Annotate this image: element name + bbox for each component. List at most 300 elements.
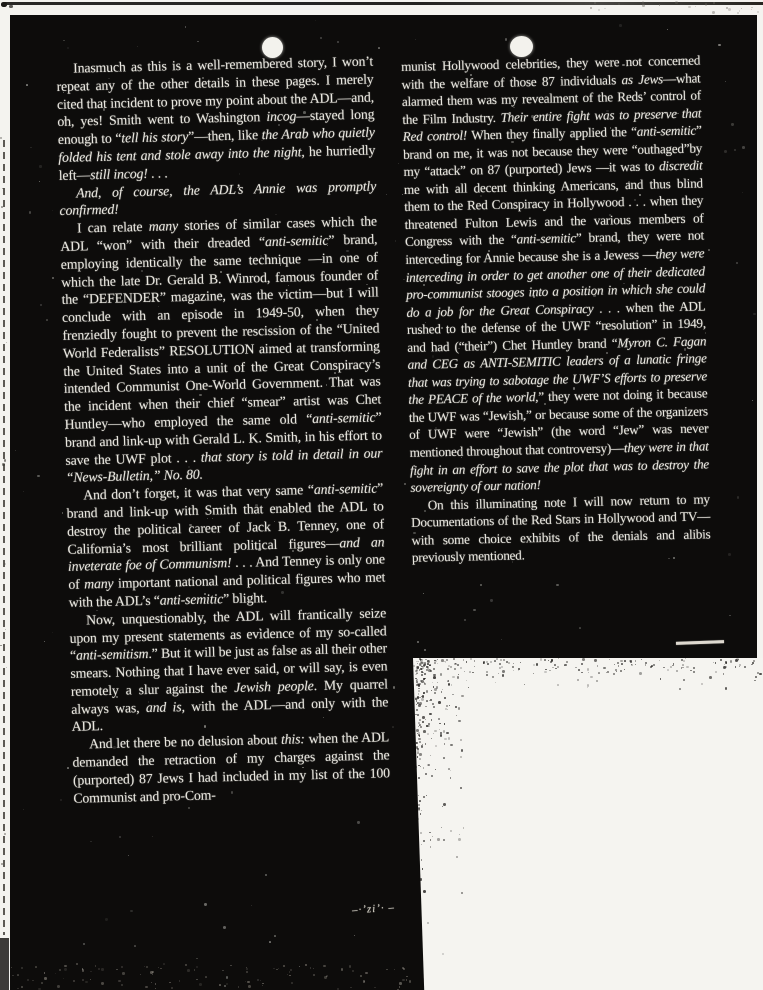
noise-speck bbox=[735, 666, 736, 667]
noise-speck bbox=[647, 915, 648, 916]
noise-speck bbox=[662, 861, 664, 863]
noise-speck bbox=[429, 700, 430, 701]
noise-speck bbox=[513, 670, 514, 671]
noise-speck bbox=[421, 671, 423, 673]
noise-speck bbox=[606, 672, 607, 673]
noise-speck bbox=[615, 669, 617, 671]
noise-speck bbox=[417, 714, 419, 716]
noise-speck bbox=[445, 662, 446, 663]
noise-speck bbox=[415, 678, 416, 679]
noise-speck bbox=[457, 664, 459, 666]
noise-speck bbox=[458, 838, 461, 841]
noise-speck bbox=[52, 210, 54, 212]
noise-speck bbox=[430, 846, 431, 847]
noise-speck bbox=[313, 968, 314, 969]
noise-speck bbox=[417, 703, 418, 704]
noise-speck bbox=[448, 684, 450, 686]
noise-speck bbox=[556, 584, 558, 586]
noise-speck bbox=[440, 673, 442, 675]
noise-speck bbox=[486, 674, 488, 676]
noise-speck bbox=[429, 832, 431, 834]
noise-speck bbox=[101, 968, 103, 970]
noise-speck bbox=[466, 720, 467, 721]
noise-speck bbox=[418, 765, 419, 766]
noise-speck bbox=[581, 672, 582, 673]
noise-speck bbox=[697, 733, 699, 735]
noise-speck bbox=[719, 872, 721, 874]
noise-speck bbox=[287, 974, 288, 975]
noise-speck bbox=[23, 491, 24, 492]
noise-speck bbox=[437, 838, 440, 841]
noise-speck bbox=[422, 695, 424, 697]
noise-speck bbox=[447, 681, 448, 682]
noise-speck bbox=[442, 806, 444, 808]
noise-speck bbox=[604, 8, 606, 10]
noise-speck bbox=[171, 987, 173, 989]
noise-speck bbox=[428, 723, 430, 725]
noise-speck bbox=[63, 40, 64, 41]
noise-speck bbox=[435, 745, 437, 747]
margin-dash-line bbox=[3, 140, 5, 935]
italic-run: that story is told in detail in our “News-Bulletin,” No. 80. bbox=[65, 444, 383, 486]
blank-paper-region bbox=[413, 658, 763, 990]
noise-speck bbox=[134, 945, 136, 947]
noise-speck bbox=[354, 935, 355, 936]
noise-speck bbox=[416, 746, 419, 749]
text-run: ” brand on me, it was not because they were “outhaged”by my “attack” on 87 (purported) Jews —it was to bbox=[402, 122, 703, 180]
noise-speck bbox=[645, 664, 647, 666]
noise-speck bbox=[418, 804, 420, 806]
noise-speck bbox=[728, 553, 731, 556]
noise-speck bbox=[320, 37, 322, 39]
noise-speck bbox=[219, 984, 221, 986]
noise-speck bbox=[448, 683, 450, 685]
noise-speck bbox=[679, 688, 681, 690]
noise-speck bbox=[496, 658, 498, 660]
noise-speck bbox=[603, 667, 605, 669]
noise-speck bbox=[737, 12, 739, 14]
noise-speck bbox=[434, 688, 437, 691]
noise-speck bbox=[599, 806, 601, 808]
noise-speck bbox=[676, 670, 678, 672]
noise-speck bbox=[695, 6, 697, 8]
noise-speck bbox=[686, 666, 688, 668]
noise-speck bbox=[59, 969, 61, 971]
noise-speck bbox=[246, 968, 248, 970]
noise-speck bbox=[246, 971, 248, 973]
noise-speck bbox=[445, 708, 447, 710]
noise-speck bbox=[419, 753, 421, 755]
italic-run: anti-semitic bbox=[636, 122, 697, 140]
punch-hole-right bbox=[510, 36, 533, 57]
paragraph bbox=[66, 480, 386, 612]
paper-speckle-layer bbox=[413, 658, 763, 990]
italic-run: And, of course, the ADL’s Annie was promptly confirmed! bbox=[59, 178, 377, 219]
noise-speck bbox=[483, 661, 486, 664]
noise-speck bbox=[450, 744, 453, 747]
noise-speck bbox=[742, 192, 743, 193]
noise-speck bbox=[443, 803, 446, 806]
noise-speck bbox=[546, 860, 547, 861]
noise-speck bbox=[444, 697, 446, 699]
noise-speck bbox=[486, 661, 489, 664]
noise-speck bbox=[577, 699, 579, 701]
noise-speck bbox=[460, 739, 462, 741]
noise-speck bbox=[450, 770, 451, 771]
noise-speck bbox=[152, 971, 154, 973]
noise-speck bbox=[449, 705, 450, 706]
noise-speck bbox=[429, 665, 430, 666]
noise-speck bbox=[430, 755, 431, 756]
noise-speck bbox=[420, 659, 423, 662]
noise-speck bbox=[421, 666, 423, 668]
noise-speck bbox=[464, 619, 466, 621]
noise-speck bbox=[751, 9, 752, 10]
noise-speck bbox=[419, 741, 421, 743]
noise-speck bbox=[421, 696, 422, 697]
italic-run: many bbox=[83, 575, 114, 592]
noise-speck bbox=[708, 823, 709, 824]
noise-speck bbox=[544, 659, 546, 661]
noise-speck bbox=[248, 985, 251, 988]
noise-speck bbox=[729, 615, 730, 616]
noise-speck bbox=[431, 690, 432, 691]
noise-speck bbox=[226, 976, 228, 978]
noise-speck bbox=[548, 660, 549, 661]
noise-speck bbox=[422, 667, 424, 669]
text-run: he hurriedly left— bbox=[58, 142, 376, 183]
noise-speck bbox=[713, 764, 715, 766]
noise-speck bbox=[429, 713, 431, 715]
noise-speck bbox=[418, 684, 420, 686]
noise-speck bbox=[64, 965, 66, 967]
noise-speck bbox=[0, 137, 1, 138]
noise-speck bbox=[506, 661, 508, 663]
noise-speck bbox=[651, 665, 653, 667]
noise-speck bbox=[421, 745, 423, 747]
noise-speck bbox=[44, 972, 45, 973]
noise-speck bbox=[29, 211, 32, 214]
noise-speck bbox=[82, 968, 84, 970]
noise-speck bbox=[432, 836, 433, 837]
noise-speck bbox=[423, 593, 424, 594]
noise-speck bbox=[420, 726, 422, 728]
noise-speck bbox=[448, 768, 450, 770]
noise-speck bbox=[188, 807, 189, 808]
noise-speck bbox=[453, 658, 455, 660]
noise-speck bbox=[681, 667, 683, 669]
italic-run: they were interceding in order to get another one of their dedicated pro-communist stooges into a position in which she could do a job for the Great Conspiracy bbox=[405, 245, 706, 320]
noise-speck bbox=[558, 658, 559, 659]
noise-speck bbox=[419, 702, 422, 705]
noise-speck bbox=[90, 841, 92, 843]
margin-smudge bbox=[0, 938, 9, 990]
noise-speck bbox=[708, 249, 710, 251]
noise-speck bbox=[430, 699, 432, 701]
noise-speck bbox=[423, 693, 424, 694]
noise-speck bbox=[430, 670, 432, 672]
noise-speck bbox=[514, 921, 516, 923]
noise-speck bbox=[579, 627, 581, 629]
noise-speck bbox=[433, 676, 436, 679]
noise-speck bbox=[430, 839, 431, 840]
noise-speck bbox=[447, 668, 449, 670]
noise-speck bbox=[751, 7, 752, 8]
noise-speck bbox=[724, 150, 727, 153]
noise-speck bbox=[230, 965, 232, 967]
noise-speck bbox=[434, 660, 436, 662]
noise-speck bbox=[415, 698, 417, 700]
noise-speck bbox=[544, 888, 545, 889]
noise-speck bbox=[419, 725, 421, 727]
noise-speck bbox=[431, 738, 432, 739]
noise-speck bbox=[406, 976, 408, 978]
italic-run: and an inveterate foe of Communism! bbox=[67, 533, 385, 575]
noise-speck bbox=[418, 795, 419, 796]
noise-speck bbox=[505, 38, 507, 40]
noise-speck bbox=[724, 664, 725, 665]
noise-speck bbox=[418, 808, 420, 810]
noise-speck bbox=[633, 692, 634, 693]
noise-speck bbox=[690, 670, 692, 672]
noise-speck bbox=[417, 696, 420, 699]
noise-speck bbox=[101, 982, 103, 984]
noise-speck bbox=[419, 685, 420, 686]
noise-speck bbox=[725, 661, 728, 664]
noise-speck bbox=[590, 676, 592, 678]
noise-speck bbox=[399, 982, 401, 984]
noise-speck bbox=[82, 969, 85, 972]
noise-speck bbox=[205, 976, 207, 978]
noise-speck bbox=[426, 725, 428, 727]
noise-speck bbox=[323, 965, 326, 968]
noise-speck bbox=[423, 692, 424, 693]
noise-speck bbox=[26, 84, 28, 86]
scan-edge-line bbox=[4, 2, 763, 5]
noise-speck bbox=[650, 749, 651, 750]
noise-speck bbox=[670, 666, 672, 668]
noise-speck bbox=[419, 700, 420, 701]
noise-speck bbox=[442, 689, 443, 690]
noise-speck bbox=[428, 669, 431, 672]
noise-speck bbox=[433, 706, 435, 708]
noise-speck bbox=[67, 767, 69, 769]
noise-speck bbox=[511, 836, 512, 837]
noise-speck bbox=[420, 659, 422, 661]
noise-speck bbox=[420, 680, 421, 681]
noise-speck bbox=[246, 967, 247, 968]
noise-speck bbox=[39, 181, 40, 182]
noise-speck bbox=[421, 668, 422, 669]
noise-speck bbox=[420, 766, 421, 767]
noise-speck bbox=[557, 684, 559, 686]
noise-speck bbox=[472, 672, 473, 673]
noise-speck bbox=[685, 658, 686, 659]
text-run: Now, unquestionably, the ADL will frantically seize upon my present statements as evidence of my so-called “ bbox=[69, 605, 387, 664]
noise-speck bbox=[418, 722, 420, 724]
text-run: important national and political figures who met with the ADL’s “ bbox=[68, 569, 386, 610]
noise-speck bbox=[675, 988, 676, 989]
noise-speck bbox=[564, 664, 566, 666]
text-run: ” brand and link-up with Smith that enabled the ADL to destroy the political career of Jack B. Tenney, one of California’s most brilliant political figures— bbox=[66, 480, 385, 557]
italic-run: discredit bbox=[658, 157, 703, 174]
noise-speck bbox=[426, 725, 428, 727]
noise-speck bbox=[238, 986, 239, 987]
noise-speck bbox=[725, 687, 727, 689]
noise-speck bbox=[444, 743, 446, 745]
noise-speck bbox=[720, 659, 722, 661]
noise-speck bbox=[23, 809, 24, 810]
noise-speck bbox=[60, 799, 62, 801]
noise-speck bbox=[751, 664, 753, 666]
noise-speck bbox=[63, 978, 64, 979]
noise-speck bbox=[428, 725, 431, 728]
noise-speck bbox=[489, 963, 491, 965]
noise-speck bbox=[418, 738, 421, 741]
noise-speck bbox=[630, 660, 633, 663]
noise-speck bbox=[627, 748, 629, 750]
noise-speck bbox=[422, 868, 424, 870]
noise-speck bbox=[426, 795, 427, 796]
noise-speck bbox=[273, 968, 274, 969]
noise-speck bbox=[394, 969, 395, 970]
noise-speck bbox=[196, 979, 197, 980]
noise-speck bbox=[441, 691, 443, 693]
noise-speck bbox=[440, 732, 442, 734]
noise-speck bbox=[121, 966, 123, 968]
text-run: ” brand, employing identically the same technique —in one of which the late Dr. Gerald B. Winrod, famous founder of the “DEFENDER” magazine, was the victim—but I will conclude with an episode in 1949-50, when they frenziedly fought to prevent the rescission of the “United World Federalists” RESOLUTION aimed at transforming the United States into a unit of the Great Conspiracy’s intended Communist One-World Government. That was the incident when their chief “smear” artist was Chet Huntley—who employed the same old “ bbox=[60, 231, 382, 432]
noise-speck bbox=[757, 672, 759, 674]
noise-speck bbox=[428, 764, 430, 766]
noise-speck bbox=[609, 659, 610, 660]
noise-speck bbox=[486, 817, 488, 819]
text-run: with the ADL—and only with the ADL. bbox=[71, 694, 389, 735]
noise-speck bbox=[274, 935, 276, 937]
noise-speck bbox=[62, 512, 64, 514]
noise-speck bbox=[423, 890, 426, 893]
noise-speck bbox=[163, 963, 165, 965]
noise-speck bbox=[6, 342, 7, 343]
noise-speck bbox=[426, 666, 427, 667]
noise-speck bbox=[759, 673, 761, 675]
noise-speck bbox=[85, 981, 88, 984]
noise-speck bbox=[460, 756, 462, 758]
noise-speck bbox=[688, 6, 691, 9]
noise-speck bbox=[420, 664, 423, 667]
noise-speck bbox=[738, 659, 739, 660]
noise-speck bbox=[187, 969, 190, 972]
noise-speck bbox=[424, 683, 426, 685]
noise-speck bbox=[423, 678, 425, 680]
noise-speck bbox=[424, 678, 426, 680]
italic-run: Their entire fight was to preserve that Red control! bbox=[402, 105, 702, 145]
noise-speck bbox=[452, 676, 455, 679]
noise-speck bbox=[409, 980, 412, 983]
noise-speck bbox=[386, 194, 387, 195]
noise-speck bbox=[299, 966, 300, 967]
noise-speck bbox=[21, 986, 23, 988]
noise-speck bbox=[452, 715, 453, 716]
noise-speck bbox=[641, 659, 642, 660]
noise-speck bbox=[458, 720, 460, 722]
italic-run: anti-semitic bbox=[313, 480, 378, 498]
noise-speck bbox=[441, 827, 442, 828]
noise-speck bbox=[418, 693, 419, 694]
text-run: ” brand, they were not interceding for Annie because she is a Jewess — bbox=[405, 227, 705, 267]
noise-speck bbox=[757, 11, 759, 13]
noise-speck bbox=[424, 673, 425, 674]
noise-speck bbox=[276, 969, 278, 971]
noise-speck bbox=[483, 662, 485, 664]
noise-speck bbox=[712, 11, 715, 14]
noise-speck bbox=[537, 739, 538, 740]
noise-speck bbox=[744, 666, 746, 668]
noise-speck bbox=[500, 659, 502, 661]
noise-speck bbox=[416, 700, 417, 701]
noise-speck bbox=[448, 680, 449, 681]
noise-speck bbox=[629, 660, 631, 662]
noise-speck bbox=[456, 856, 458, 858]
noise-speck bbox=[581, 663, 583, 665]
noise-speck bbox=[140, 974, 141, 975]
noise-speck bbox=[155, 988, 156, 989]
noise-speck bbox=[693, 671, 695, 673]
noise-speck bbox=[415, 674, 416, 675]
noise-speck bbox=[419, 758, 421, 760]
noise-speck bbox=[440, 734, 442, 736]
noise-speck bbox=[421, 810, 422, 811]
noise-speck bbox=[434, 692, 436, 694]
noise-speck bbox=[204, 903, 206, 905]
italic-run: tell his story bbox=[121, 129, 189, 146]
noise-speck bbox=[423, 840, 425, 842]
noise-speck bbox=[98, 968, 99, 969]
noise-speck bbox=[418, 698, 419, 699]
noise-speck bbox=[418, 683, 421, 686]
noise-speck bbox=[621, 663, 623, 665]
noise-speck bbox=[433, 668, 435, 670]
noise-speck bbox=[386, 969, 388, 971]
noise-speck bbox=[659, 660, 660, 661]
noise-speck bbox=[457, 738, 458, 739]
noise-speck bbox=[724, 666, 726, 668]
noise-speck bbox=[427, 764, 429, 766]
noise-speck bbox=[422, 716, 424, 718]
noise-speck bbox=[313, 974, 315, 976]
noise-speck bbox=[364, 981, 365, 982]
italic-run: anti-semitic bbox=[516, 230, 577, 247]
noise-speck bbox=[406, 979, 408, 981]
text-run: . My quarrel always was, bbox=[71, 676, 388, 717]
noise-speck bbox=[545, 669, 546, 670]
noise-speck bbox=[499, 667, 501, 669]
paragraph bbox=[60, 213, 383, 487]
noise-speck bbox=[427, 666, 430, 669]
right-column bbox=[401, 51, 711, 566]
noise-speck bbox=[416, 729, 419, 732]
noise-speck bbox=[738, 964, 739, 965]
noise-speck bbox=[633, 764, 634, 765]
text-run: ”—then, like bbox=[187, 127, 262, 145]
noise-speck bbox=[416, 669, 418, 671]
noise-speck bbox=[469, 671, 471, 673]
noise-speck bbox=[365, 972, 367, 974]
italic-run: and is, bbox=[145, 698, 185, 715]
noise-speck bbox=[416, 680, 417, 681]
noise-speck bbox=[544, 671, 547, 674]
noise-speck bbox=[196, 966, 198, 968]
noise-speck bbox=[424, 662, 427, 665]
